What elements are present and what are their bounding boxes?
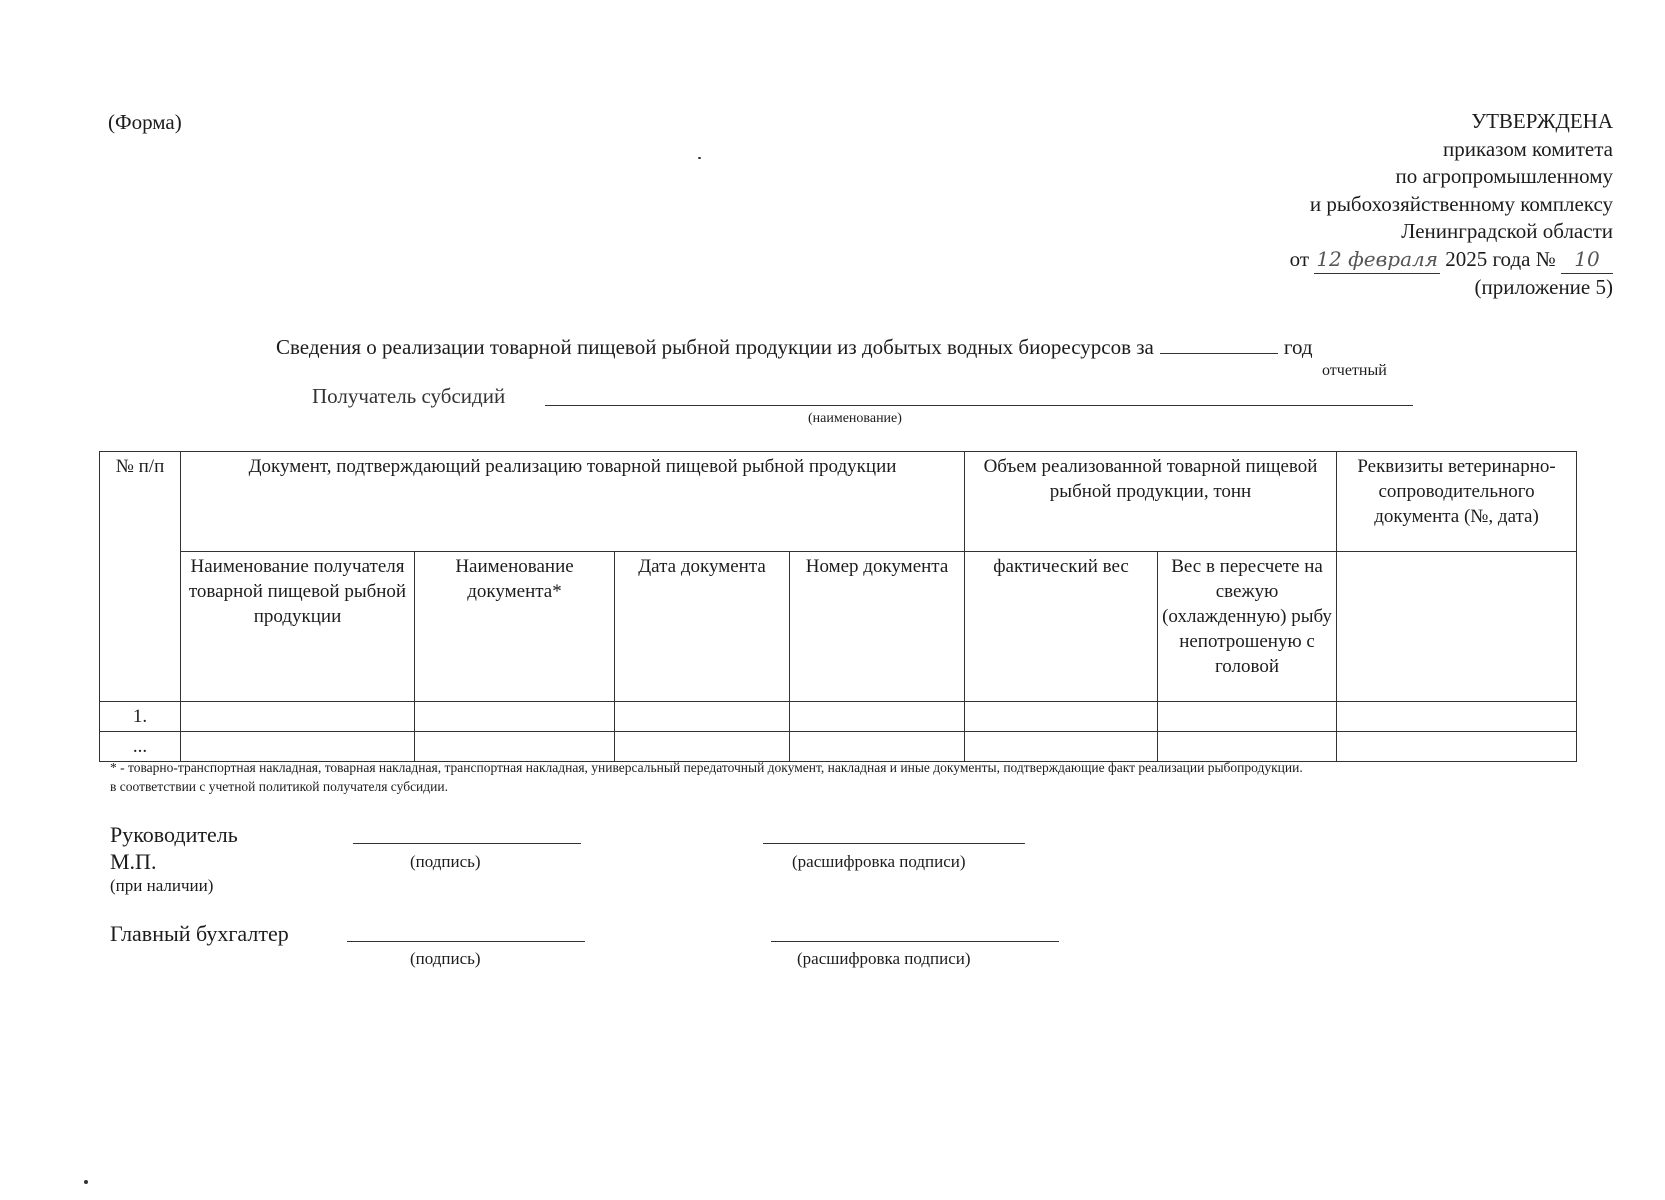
- row-num: 1.: [100, 702, 181, 732]
- signature-caption: (подпись): [410, 949, 481, 968]
- footnote-line: * - товарно-транспортная накладная, товарная накладная, транспортная накладная, универсальный передаточный документ, накладная и иные документы, подтверждающие факт реализации рыбопродукции.: [110, 760, 1303, 775]
- recipient-note: (наименование): [808, 411, 902, 426]
- subheader-recipient: Наименование получателя товарной пищевой рыбной продукции: [181, 552, 415, 702]
- scan-speck: [698, 157, 701, 159]
- table-cell[interactable]: [415, 732, 615, 762]
- title-year-note: отчетный: [1322, 362, 1387, 379]
- document-title: [276, 335, 1313, 360]
- signature-caption: (подпись): [410, 852, 481, 871]
- head-label: Руководитель: [110, 822, 238, 847]
- title-year-word: год: [1283, 335, 1313, 359]
- scan-speck: [84, 1180, 88, 1184]
- decoding-caption: (расшифровка подписи): [797, 949, 971, 968]
- approval-date-line: [1290, 246, 1613, 275]
- table-cell[interactable]: [615, 732, 790, 762]
- approval-block: [1290, 108, 1613, 302]
- year-blank-field[interactable]: [1160, 335, 1278, 354]
- recipient-label: Получатель субсидий: [312, 384, 506, 408]
- mp-note: (при наличии): [110, 876, 214, 895]
- form-label: (Форма): [108, 110, 182, 134]
- subheader-actual-weight: фактический вес: [965, 552, 1158, 702]
- approval-line: и рыбохозяйственному комплексу: [1309, 191, 1613, 216]
- handwritten-date: 12 февраля: [1314, 246, 1440, 275]
- approval-title: УТВЕРЖДЕНА: [1471, 109, 1613, 133]
- table-cell[interactable]: [1158, 732, 1337, 762]
- subheader-doc-number: Номер документа: [790, 552, 965, 702]
- approval-line: по агропромышленному: [1395, 164, 1613, 188]
- table-cell[interactable]: [790, 702, 965, 732]
- table-cell[interactable]: [965, 732, 1158, 762]
- footnote-line: в соответствии с учетной политикой получателя субсидии.: [110, 779, 448, 794]
- accountant-label: Главный бухгалтер: [110, 921, 289, 946]
- decoding-caption: (расшифровка подписи): [792, 852, 966, 871]
- accountant-decoding-line[interactable]: [771, 941, 1059, 942]
- header-volume: Объем реализованной товарной пищевой рыбной продукции, тонн: [965, 452, 1337, 552]
- mp-label: М.П.: [110, 849, 157, 874]
- header-num: № п/п: [100, 452, 181, 702]
- title-text: Сведения о реализации товарной пищевой рыбной продукции из добытых водных биоресурсов за: [276, 335, 1154, 359]
- table-header-row: [100, 452, 1577, 552]
- table-row: [100, 702, 1577, 732]
- table-cell[interactable]: [1158, 702, 1337, 732]
- subheader-converted-weight: Вес в пересчете на свежую (охлажденную) рыбу непотрошеную с головой: [1158, 552, 1337, 702]
- header-vet-document: Реквизиты ветеринарно-сопроводительного документа (№, дата): [1337, 452, 1577, 552]
- year-text: 2025 года №: [1445, 246, 1556, 271]
- table-cell[interactable]: [790, 732, 965, 762]
- subheader-vet-empty: [1337, 552, 1577, 702]
- table-cell[interactable]: [1337, 732, 1577, 762]
- from-prefix: от: [1289, 246, 1310, 271]
- row-num: ...: [100, 732, 181, 762]
- table-cell[interactable]: [415, 702, 615, 732]
- table-row: [100, 732, 1577, 762]
- appendix-label: (приложение 5): [1474, 275, 1613, 299]
- sales-table: [99, 451, 1577, 762]
- table-cell[interactable]: [181, 702, 415, 732]
- footnote: [110, 758, 1303, 796]
- table-subheader-row: [100, 552, 1577, 702]
- table-cell[interactable]: [965, 702, 1158, 732]
- approval-line: приказом комитета: [1442, 136, 1613, 161]
- accountant-signature-line[interactable]: [347, 941, 585, 942]
- subheader-doc-date: Дата документа: [615, 552, 790, 702]
- head-signature-line[interactable]: [353, 843, 581, 844]
- table-cell[interactable]: [615, 702, 790, 732]
- table-cell[interactable]: [1337, 702, 1577, 732]
- subheader-doc-name: Наименование документа*: [415, 552, 615, 702]
- handwritten-number: 10: [1561, 246, 1613, 275]
- head-decoding-line[interactable]: [763, 843, 1025, 844]
- header-document: Документ, подтверждающий реализацию товарной пищевой рыбной продукции: [181, 452, 965, 552]
- approval-line: Ленинградской области: [1401, 219, 1613, 243]
- table-cell[interactable]: [181, 732, 415, 762]
- recipient-blank-field[interactable]: [545, 405, 1413, 406]
